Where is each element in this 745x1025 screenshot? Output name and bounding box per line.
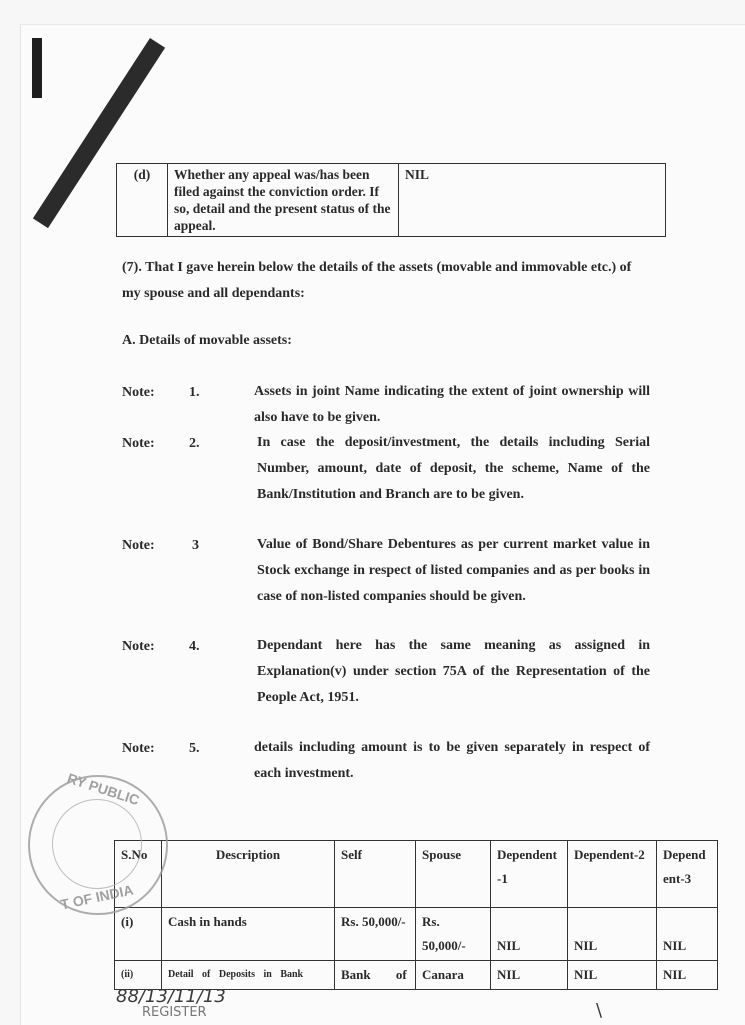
note-label: Note: xyxy=(122,741,155,756)
table-cell: NIL xyxy=(568,908,657,961)
stamp-text-bottom: T OF INDIA xyxy=(59,881,135,913)
table-cell: Canara xyxy=(416,961,491,990)
appeal-question: Whether any appeal was/has been filed against the conviction order. If so, detail and the present status of the appeal. xyxy=(168,164,399,237)
table-cell: NIL xyxy=(491,961,568,990)
table-row xyxy=(115,908,718,961)
header-cell: Description xyxy=(162,841,335,908)
note-number: 5. xyxy=(189,741,200,756)
notary-stamp xyxy=(28,769,168,915)
signature-mark: \ xyxy=(596,1000,603,1021)
table-cell: NIL xyxy=(657,908,718,961)
note-label: Note: xyxy=(122,385,155,400)
header-cell: Dependent-2 xyxy=(568,841,657,908)
header-cell: Dependent -1 xyxy=(491,841,568,908)
header-cell: Spouse xyxy=(416,841,491,908)
handwritten-register-number: 88/13/11/13 xyxy=(116,986,226,1007)
note-label: Note: xyxy=(122,436,155,451)
table-cell: Bank of xyxy=(335,961,416,990)
stamp-text-top: RY PUBLIC xyxy=(65,769,142,809)
appeal-answer: NIL xyxy=(399,164,666,237)
header-cell: Depend ent-3 xyxy=(657,841,718,908)
note-number: 1. xyxy=(189,385,200,400)
table-cell: (i) xyxy=(115,908,162,961)
note-number: 4. xyxy=(189,639,200,654)
note-text: Assets in joint Name indicating the extent of joint ownership will also have to be given. xyxy=(254,384,650,425)
note-number: 2. xyxy=(189,436,200,451)
table-cell: Cash in hands xyxy=(162,908,335,961)
table-cell: NIL xyxy=(657,961,718,990)
register-stamp-text: REGISTER xyxy=(142,1005,207,1020)
table-cell: NIL xyxy=(491,908,568,961)
table-cell: Rs. 50,000/- xyxy=(335,908,416,961)
table-cell: (ii) xyxy=(115,961,162,990)
header-cell: S.No xyxy=(115,841,162,908)
table-cell: NIL xyxy=(568,961,657,990)
note-label: Note: xyxy=(122,538,155,553)
note-text: Value of Bond/Share Debentures as per current market value in Stock exchange in respect of listed companies and as per books in case of non-listed companies should be given. xyxy=(257,537,650,604)
note-text: details including amount is to be given separately in respect of each investment. xyxy=(254,740,650,781)
note-text: In case the deposit/investment, the details including Serial Number, amount, date of deposit, the scheme, Name of the Bank/Institution and Branch are to be given. xyxy=(257,435,650,502)
table-cell: Rs. 50,000/- xyxy=(416,908,491,961)
staple-mark-edge xyxy=(32,38,42,98)
table-cell: Detail of Deposits in Bank xyxy=(162,961,335,990)
note-text: Dependant here has the same meaning as assigned in Explanation(v) under section 75A of the Representation of the People Act, 1951. xyxy=(257,638,650,705)
appeal-table xyxy=(116,163,666,237)
intro-paragraph: (7). That I gave herein below the details of the assets (movable and immovable etc.) of my spouse and all dependants: xyxy=(122,260,632,301)
notary-stamp-inner-ring xyxy=(52,799,142,889)
note-label: Note: xyxy=(122,639,155,654)
table-header-row xyxy=(115,841,718,908)
appeal-label: (d) xyxy=(117,164,168,237)
movable-assets-table xyxy=(114,840,718,990)
section-heading: A. Details of movable assets: xyxy=(122,333,292,348)
header-cell: Self xyxy=(335,841,416,908)
note-number: 3 xyxy=(192,538,199,553)
